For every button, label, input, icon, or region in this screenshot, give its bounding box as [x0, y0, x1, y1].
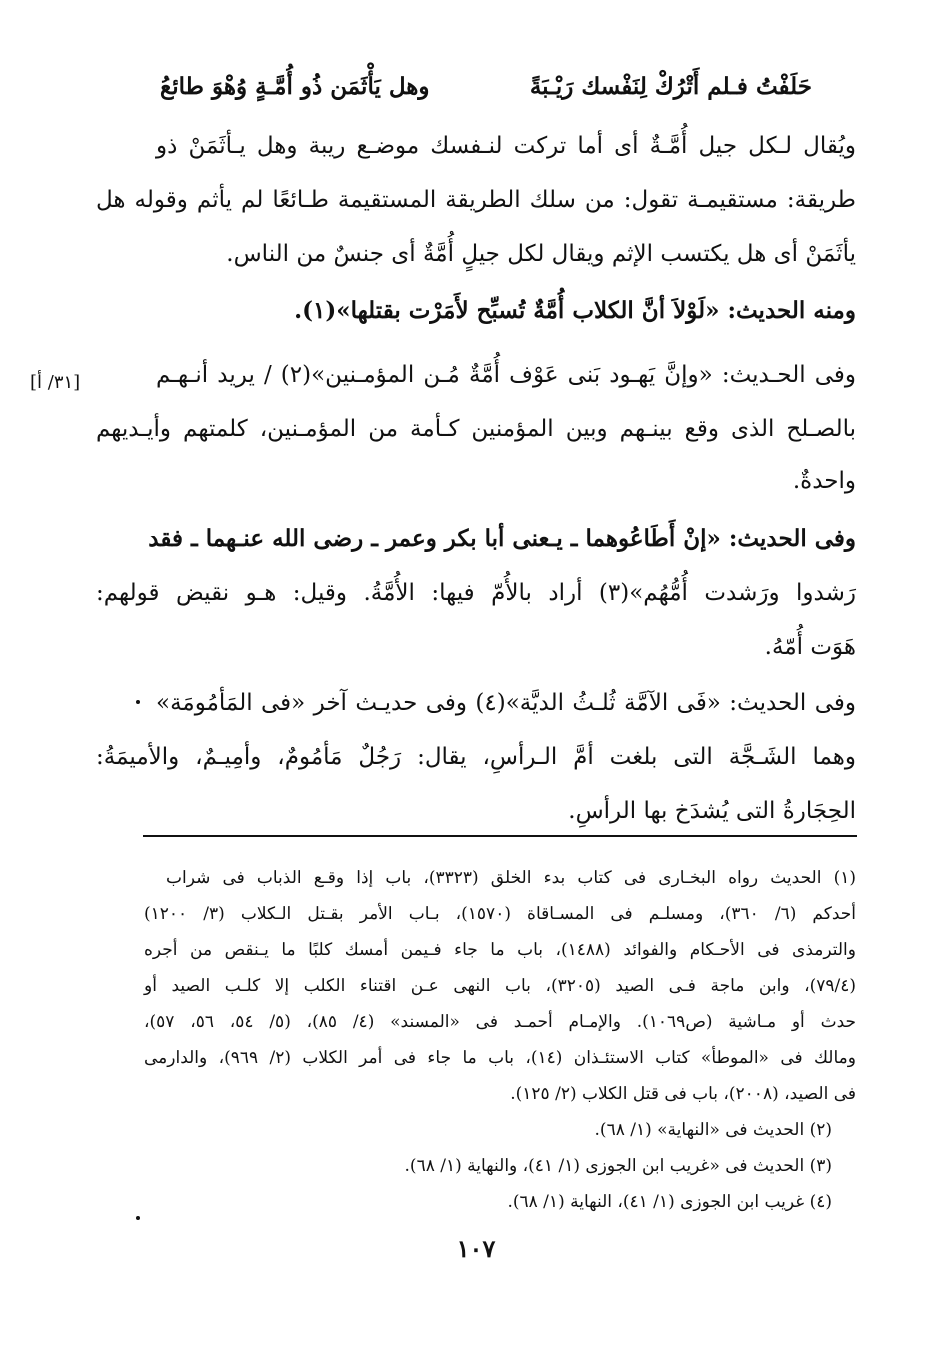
paragraph-3-line-2: بالصـلح الذى وقع بينـهم وبين المؤمنين كـأمة من المؤمـنين، كلمتهم وأيـديهم	[96, 416, 856, 442]
footnote-1-line-6: ومالك فى «الموطأ» كتاب الاستئـذان (١٤)، باب ما جاء فى أمر الكلاب (٢/ ٩٦٩)، والدارمى	[144, 1048, 856, 1068]
paragraph-1-line-3: يأثَمَنْ أى هل يكتسب الإثم ويقال لكل جيلٍ أُمَّةٌ أى جنسٌ من الناس.	[226, 241, 856, 267]
footnote-1-line-1: (١) الحديث رواه البخـارى فى كتاب بدء الخلق (٣٣٢٣)، باب إذا وقـع الذباب فى شراب	[166, 868, 856, 888]
paragraph-2-line-1: ومنه الحديث: «لَوْلاَ أنَّ الكلاب أُمَّةٌ تُسبِّح لأَمَرْت بقتلها»(١).	[294, 297, 856, 324]
paragraph-1-line-1: ويُقال لـكل جيل أُمَّـةٌ أى أما تركت لنـفسك موضـع ريبة وهل يـأثَمَنْ ذو	[156, 133, 856, 159]
paragraph-5-line-1: وفى الحديث: «فَى الآمَّة ثُلـثُ الديَّة»(٤) وفى حديـث آخر «فى المَأمُومَة»	[156, 690, 856, 716]
footnote-4: (٤) غريب ابن الجوزى (١/ ٤١)، النهاية (١/ ٦٨).	[507, 1192, 832, 1212]
footnote-separator	[143, 835, 857, 837]
stray-mark	[136, 700, 140, 704]
footnote-3: (٣) الحديث فى «غريب ابن الجوزى (١/ ٤١)، والنهاية (١/ ٦٨).	[404, 1156, 832, 1176]
page-number: ١٠٧	[456, 1234, 496, 1263]
footnote-1-line-5: حدث أو مـاشية (ص١٠٦٩). والإمـام أحمـد فى «المسند» (٤/ ٨٥)، (٥/ ٥٤، ٥٦، ٥٧)،	[144, 1012, 857, 1032]
verse-hemistich-right: حَلَفْتُ فـلم أَتْرُكْ لِنَفْسك رَيْـبَةً	[529, 73, 812, 100]
paragraph-3-line-1: وفى الحـديث: «وإنَّ يَهـود بَنى عَوْف أُمَّةٌ مُـن المؤمـنين»(٢) / يريد أنـهـم	[156, 362, 856, 388]
paragraph-5-line-2: وهما الشَـجَّة التى بلغت أمَّ الـرأسِ، يقال: رَجُلٌ مَأمُومٌ، وأمِيـمٌ، والأميمَةُ:	[96, 744, 856, 770]
manuscript-folio-marker: [٣١/ أ]	[30, 372, 81, 393]
paragraph-4-line-1: وفى الحديث: «إنْ أَطَاعُوهما ـ يـعنى أبا بكر وعمر ـ رضى الله عنـهما ـ فقد	[148, 525, 856, 552]
footnote-1-line-4: (٧٩/٤)، وابن ماجة فـى الصيد (٣٢٠٥)، باب النهى عـن اقتناء الكلب إلا كلـب الصيد أو	[144, 976, 856, 996]
footnote-1-line-2: أحدكم (٦/ ٣٦٠)، ومسلـم فى المسـاقاة (١٥٧٠)، بـاب الأمر بقـتل الـكلاب (٣/ ١٢٠٠)	[144, 904, 856, 924]
footnote-1-line-3: والترمذى فى الأحـكام والفوائد (١٤٨٨)، باب ما جاء فـيمن أمسك كلبًا ما يـنقص من أجره	[144, 940, 856, 960]
footnote-1-line-7: فى الصيد، (٢٠٠٨)، باب فى قتل الكلاب (٢/ ١٢٥).	[510, 1084, 856, 1104]
verse-hemistich-left: وهل يَأْثَمَن ذُو أُمَّـةٍ وُهْوَ طائعُ	[160, 73, 430, 100]
footnote-2: (٢) الحديث فى «النهاية» (١/ ٦٨).	[594, 1120, 832, 1140]
paragraph-5-line-3: الحِجَارةُ التى يُشدَخ بها الرأسِ.	[568, 798, 856, 824]
paragraph-1-line-2: طريقة: مستقيمـة تقول: من سلك الطريقة المستقيمة طـائعًا لم يأثم وقوله هل	[96, 187, 856, 213]
paragraph-3-line-3: واحدةٌ.	[792, 468, 856, 494]
stray-mark	[136, 1216, 140, 1220]
paragraph-4-line-2: رَشدوا ورَشدت أُمُّهُم»(٣) أراد بالأُمّ فيها: الأُمَّةُ. وقيل: هـو نقيض قولهم:	[96, 580, 856, 606]
paragraph-4-line-3: هَوَت أُمّهُ.	[764, 634, 856, 660]
